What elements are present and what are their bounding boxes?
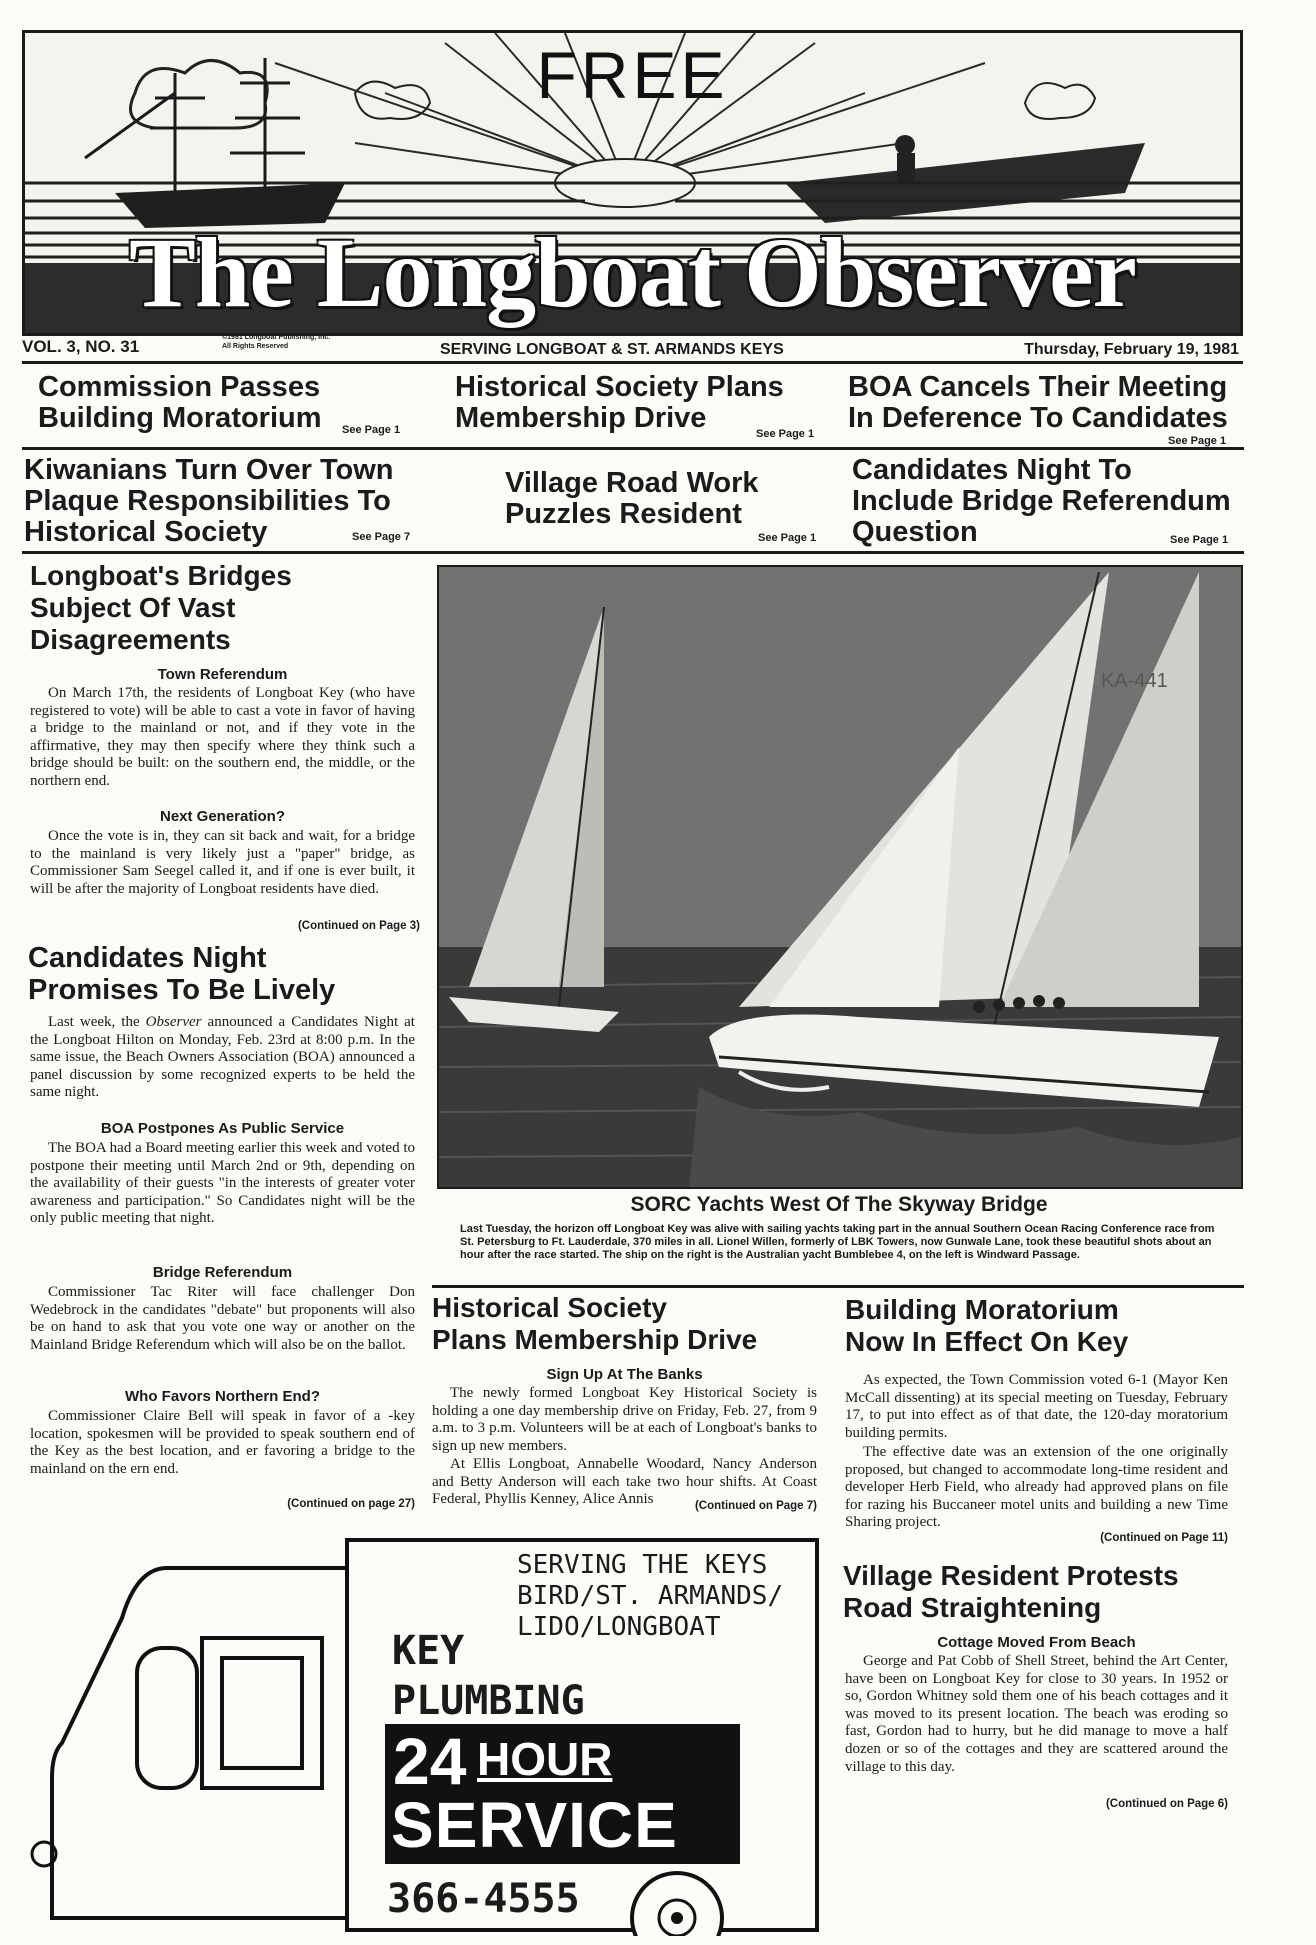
teaser-headline[interactable]	[848, 372, 1228, 434]
continued-link[interactable]: (Continued on Page 3)	[297, 920, 420, 932]
ad-phone-number[interactable]: 366-4555	[387, 1876, 580, 1922]
teaser-line: Puzzles Resident	[505, 498, 742, 530]
subhead: Who Favors Northern End?	[125, 1388, 320, 1405]
teaser-headline[interactable]	[38, 372, 322, 434]
subhead: BOA Postpones As Public Service	[100, 1120, 345, 1137]
subhead: Bridge Referendum	[152, 1264, 293, 1281]
ad-line: PLUMBING	[392, 1678, 585, 1724]
photo-caption-title: SORC Yachts West Of The Skyway Bridge	[630, 1193, 1048, 1216]
key-plumbing-ad[interactable]	[22, 1538, 822, 1936]
teaser-headline[interactable]	[505, 468, 759, 530]
article-paragraph: The BOA had a Board meeting earlier this week and voted to postpone their meeting until March 2nd or 9th, depending on the availability of their guests "in the interests of greater voter awareness and participation." So Candidates night will be the only public meeting that night.	[30, 1140, 415, 1227]
ad-business-name	[392, 1626, 585, 1726]
headline-line: Historical Society	[432, 1292, 667, 1323]
ad-24-hour-block	[385, 1724, 740, 1864]
teaser-line: Kiwanians Turn Over Town	[24, 454, 394, 486]
article-paragraph: The effective date was an extension of the one originally proposed, but changed to accommodate long-time resident and developer Herb Field, who already had approved plans on file for razing his Buccaneer motel units and building a new Time Sharing project.	[845, 1444, 1228, 1531]
headline-line: Plans Membership Drive	[432, 1324, 758, 1355]
masthead	[22, 30, 1243, 336]
continued-link[interactable]: (Continued on page 27)	[287, 1498, 415, 1510]
headline-line: Candidates Night	[28, 942, 267, 974]
see-page-label: See Page 1	[756, 428, 815, 440]
continued-link[interactable]: (Continued on Page 7)	[694, 1500, 817, 1512]
volume-number: VOL. 3, NO. 31	[22, 337, 140, 356]
article-paragraph: As expected, the Town Commission voted 6-1 (Mayor Ken McCall dissenting) at its special meeting on Tuesday, February 17, to put into effect as of that date, the 120-day moratorium building permits.	[845, 1372, 1228, 1441]
historical-society-headline[interactable]	[432, 1292, 832, 1356]
teaser-headline[interactable]	[455, 372, 784, 434]
headline-line: Road Straightening	[843, 1592, 1102, 1623]
ad-line: SERVING THE KEYS	[517, 1550, 768, 1580]
ad-hours-word: HOUR	[477, 1733, 613, 1785]
issue-date: Thursday, February 19, 1981	[1024, 341, 1239, 358]
publication-name: Observer	[145, 1014, 202, 1030]
moratorium-headline[interactable]	[845, 1294, 1245, 1358]
teaser-line: Building Moratorium	[38, 402, 322, 434]
teaser-line: Village Road Work	[505, 467, 759, 499]
ad-line: BIRD/ST. ARMANDS/	[517, 1581, 784, 1611]
headline-line: Promises To Be Lively	[28, 974, 336, 1006]
headline-line: Now In Effect On Key	[845, 1326, 1129, 1357]
subhead: Town Referendum	[157, 666, 288, 683]
text-run: Last week, the	[48, 1014, 146, 1030]
teaser-line: Historical Society	[24, 516, 268, 548]
teaser-line: Membership Drive	[455, 402, 707, 434]
see-page-label: See Page 1	[1168, 435, 1227, 447]
yacht-photo-art	[439, 567, 1241, 1187]
divider	[22, 551, 1244, 554]
continued-link[interactable]: (Continued on Page 6)	[1105, 1798, 1228, 1810]
article-paragraph: The newly formed Longboat Key Historical Society is holding a one day membership drive on Friday, Feb. 27, from 9 a.m. to 3 p.m. Volunteers will be at each of Longboat's banks to sign up new members.	[432, 1385, 817, 1454]
article-paragraph: Once the vote is in, they can sit back and wait, for a bridge to the mainland is very likely just a "paper" bridge, as Commissioner Sam Seegel called it, and if one is ever built, it will be after the majority of Longboat residents have died.	[30, 828, 415, 897]
teaser-line: Include Bridge Referendum	[852, 485, 1231, 517]
ad-line: KEY	[392, 1628, 465, 1674]
teaser-line: Historical Society Plans	[455, 371, 784, 403]
continued-link[interactable]: (Continued on Page 11)	[1100, 1532, 1228, 1544]
teaser-line: BOA Cancels Their Meeting	[848, 371, 1228, 403]
article-paragraph: At Ellis Longboat, Annabelle Woodard, Nancy Anderson and Betty Anderson will each take two hour shifts. At Coast Federal, Phyllis Kenney, Alice Annis	[432, 1456, 817, 1508]
headline-line: Disagreements	[30, 624, 231, 655]
article-paragraph: Commissioner Claire Bell will speak in favor of a -key location, spokesmen will be provided to speak southern end of the Key as the best location, and er favoring a bridge to the mainland on the ern end.	[30, 1408, 415, 1477]
see-page-label: See Page 1	[1170, 534, 1229, 546]
newspaper-title: The Longboat Observer	[129, 217, 1136, 328]
teaser-line: Plaque Responsibilities To	[24, 485, 391, 517]
see-page-label: See Page 1	[758, 532, 817, 544]
article-paragraph	[30, 1014, 415, 1102]
info-bar	[22, 333, 1243, 364]
text-run: announced a Candidates Night at the Longboat Hilton on Monday, Feb. 23rd at 8:00 p.m. In the same issue, the Beach Owners Association (BOA) announced a panel discussion by some recognized experts to be held the same night.	[30, 1014, 415, 1101]
divider	[22, 447, 1244, 450]
divider	[432, 1285, 1244, 1288]
ad-line: LIDO/LONGBOAT	[517, 1612, 721, 1642]
article-paragraph: Commissioner Tac Riter will face challenger Don Wedebrock in the candidates "debate" but proponents will also be on hand to ask that you vote one way or another on the Mainland Bridge Referendum which will also be on the ballot.	[30, 1284, 415, 1353]
see-page-label: See Page 7	[352, 531, 411, 543]
sailing-yachts-photo	[437, 565, 1243, 1189]
teaser-headline[interactable]	[24, 455, 394, 548]
headline-line: Subject Of Vast	[30, 592, 236, 623]
photo-caption: Last Tuesday, the horizon off Longboat Key was alive with sailing yachts taking part in the annual Southern Ocean Racing Conference race from St. Petersburg to Ft. Lauderdale, 370 miles in all. Lionel Willen, formerly of LBK Towers, now Gunwale Lane, took these beautiful shots about an hour after the race started. The ship on the right is the Australian yacht Bumblebee 4, on the left is Windward Passage.	[460, 1223, 1215, 1261]
subhead: Cottage Moved From Beach	[937, 1634, 1136, 1651]
headline-line: Village Resident Protests	[843, 1560, 1179, 1591]
copyright-notice	[222, 333, 330, 351]
headline-line: Building Moratorium	[845, 1294, 1119, 1325]
subhead: Next Generation?	[159, 808, 286, 825]
article-paragraph: George and Pat Cobb of Shell Street, behind the Art Center, have been on Longboat Key for close to 30 years. In 1952 or so, Gordon Whitney sold them one of his beach cottages and it was moved to its present location. The beach was eroding so fast, Gordon had to hurry, but he did manage to move a half dozen or so of the cottages and they are scattered around the village to this day.	[845, 1653, 1228, 1775]
article-paragraph: On March 17th, the residents of Longboat Key (who have registered to vote) will be able to cast a vote in favor of having a bridge to the mainland or not, and if they vote in the affirmative, they may then specify where they think such a bridge should be built: on the southern end, the middle, or the northern end.	[30, 685, 415, 789]
copyright-line: All Rights Reserved	[222, 343, 289, 350]
ad-service-word: SERVICE	[391, 1789, 678, 1861]
teaser-line: Commission Passes	[38, 371, 321, 403]
free-banner: FREE	[536, 38, 729, 112]
teaser-line: Question	[852, 516, 978, 548]
sail-number: KA-441	[1101, 670, 1168, 692]
teaser-line: In Deference To Candidates	[848, 402, 1228, 434]
copyright-line: ©1981 Longboat Publishing, Inc.	[222, 334, 331, 341]
village-headline[interactable]	[843, 1560, 1243, 1624]
subhead: Sign Up At The Banks	[546, 1366, 703, 1383]
candidates-headline[interactable]	[28, 942, 428, 1006]
headline-line: Longboat's Bridges	[30, 560, 292, 591]
bridges-headline[interactable]	[30, 560, 430, 656]
see-page-label: See Page 1	[342, 424, 401, 436]
ad-hours-number: 24	[393, 1724, 467, 1798]
serving-tagline: SERVING LONGBOAT & ST. ARMANDS KEYS	[440, 341, 784, 358]
teaser-line: Candidates Night To	[852, 454, 1132, 486]
